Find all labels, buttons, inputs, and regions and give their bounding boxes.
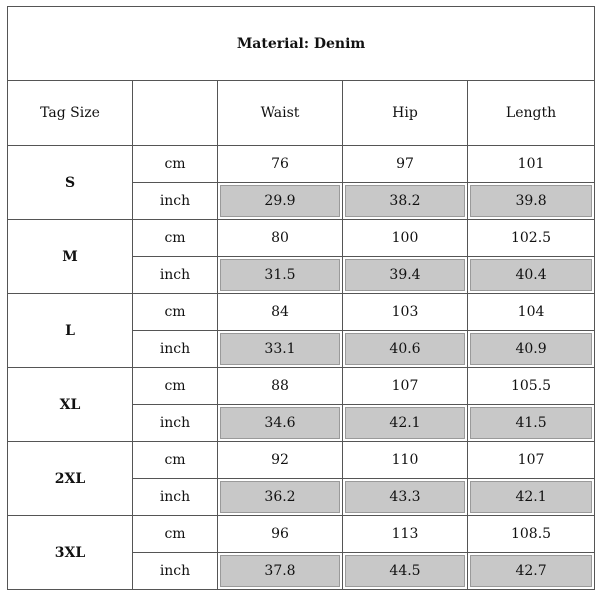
unit-cell: inch [133,405,218,442]
waist-inch-cell [218,257,343,294]
header-unit [133,81,218,146]
tag-size-cell: 2XL [8,442,133,516]
header-tag-size: Tag Size [8,81,133,146]
length-inch-value: 40.4 [515,267,547,283]
table-row-cm [8,442,595,479]
title-row [8,7,595,81]
hip-cm-cell: 103 [343,294,468,331]
unit-cell: inch [133,479,218,516]
waist-cm-cell: 88 [218,368,343,405]
unit-cell: inch [133,257,218,294]
waist-cm-cell: 80 [218,220,343,257]
hip-inch-value: 38.2 [389,193,421,209]
unit-cell: inch [133,331,218,368]
hip-inch-value: 39.4 [389,267,421,283]
header-row [8,81,595,146]
hip-inch-cell [343,331,468,368]
tag-size-cell: M [8,220,133,294]
hip-inch-cell [343,183,468,220]
table-row-cm [8,516,595,553]
length-inch-cell [468,553,595,590]
unit-cell: cm [133,294,218,331]
length-inch-cell [468,183,595,220]
waist-inch-value: 29.9 [264,193,296,209]
waist-inch-cell [218,479,343,516]
hip-inch-cell [343,257,468,294]
length-cm-cell: 102.5 [468,220,595,257]
length-inch-cell [468,405,595,442]
hip-cm-cell: 113 [343,516,468,553]
length-inch-value: 41.5 [515,415,547,431]
waist-inch-cell [218,183,343,220]
unit-cell: cm [133,516,218,553]
unit-cell: inch [133,553,218,590]
tag-size-cell: S [8,146,133,220]
waist-inch-value: 37.8 [264,563,296,579]
hip-cm-cell: 110 [343,442,468,479]
header-hip: Hip [343,81,468,146]
waist-inch-cell [218,553,343,590]
waist-cm-cell: 84 [218,294,343,331]
hip-inch-cell [343,553,468,590]
hip-inch-value: 40.6 [389,341,421,357]
waist-inch-value: 36.2 [264,489,296,505]
size-chart-table [7,6,595,590]
tag-size-cell: XL [8,368,133,442]
tag-size-cell: L [8,294,133,368]
header-waist: Waist [218,81,343,146]
waist-inch-cell [218,331,343,368]
waist-cm-cell: 92 [218,442,343,479]
unit-cell: cm [133,368,218,405]
waist-cm-cell: 96 [218,516,343,553]
table-row-cm [8,146,595,183]
table-title: Material: Denim [8,7,595,81]
length-cm-cell: 104 [468,294,595,331]
table-row-cm [8,368,595,405]
table-row-cm [8,294,595,331]
unit-cell: cm [133,146,218,183]
table-row-cm [8,220,595,257]
length-inch-value: 42.1 [515,489,547,505]
waist-inch-cell [218,405,343,442]
length-inch-cell [468,257,595,294]
length-inch-cell [468,479,595,516]
length-inch-value: 39.8 [515,193,547,209]
length-cm-cell: 105.5 [468,368,595,405]
header-length: Length [468,81,595,146]
length-cm-cell: 107 [468,442,595,479]
tag-size-cell: 3XL [8,516,133,590]
hip-cm-cell: 107 [343,368,468,405]
waist-inch-value: 33.1 [264,341,296,357]
length-inch-value: 40.9 [515,341,547,357]
hip-inch-value: 43.3 [389,489,421,505]
length-cm-cell: 108.5 [468,516,595,553]
hip-inch-value: 42.1 [389,415,421,431]
hip-cm-cell: 97 [343,146,468,183]
hip-inch-value: 44.5 [389,563,421,579]
hip-cm-cell: 100 [343,220,468,257]
hip-inch-cell [343,479,468,516]
unit-cell: cm [133,220,218,257]
waist-inch-value: 31.5 [264,267,296,283]
waist-inch-value: 34.6 [264,415,296,431]
unit-cell: cm [133,442,218,479]
waist-cm-cell: 76 [218,146,343,183]
unit-cell: inch [133,183,218,220]
hip-inch-cell [343,405,468,442]
length-cm-cell: 101 [468,146,595,183]
length-inch-cell [468,331,595,368]
length-inch-value: 42.7 [515,563,547,579]
